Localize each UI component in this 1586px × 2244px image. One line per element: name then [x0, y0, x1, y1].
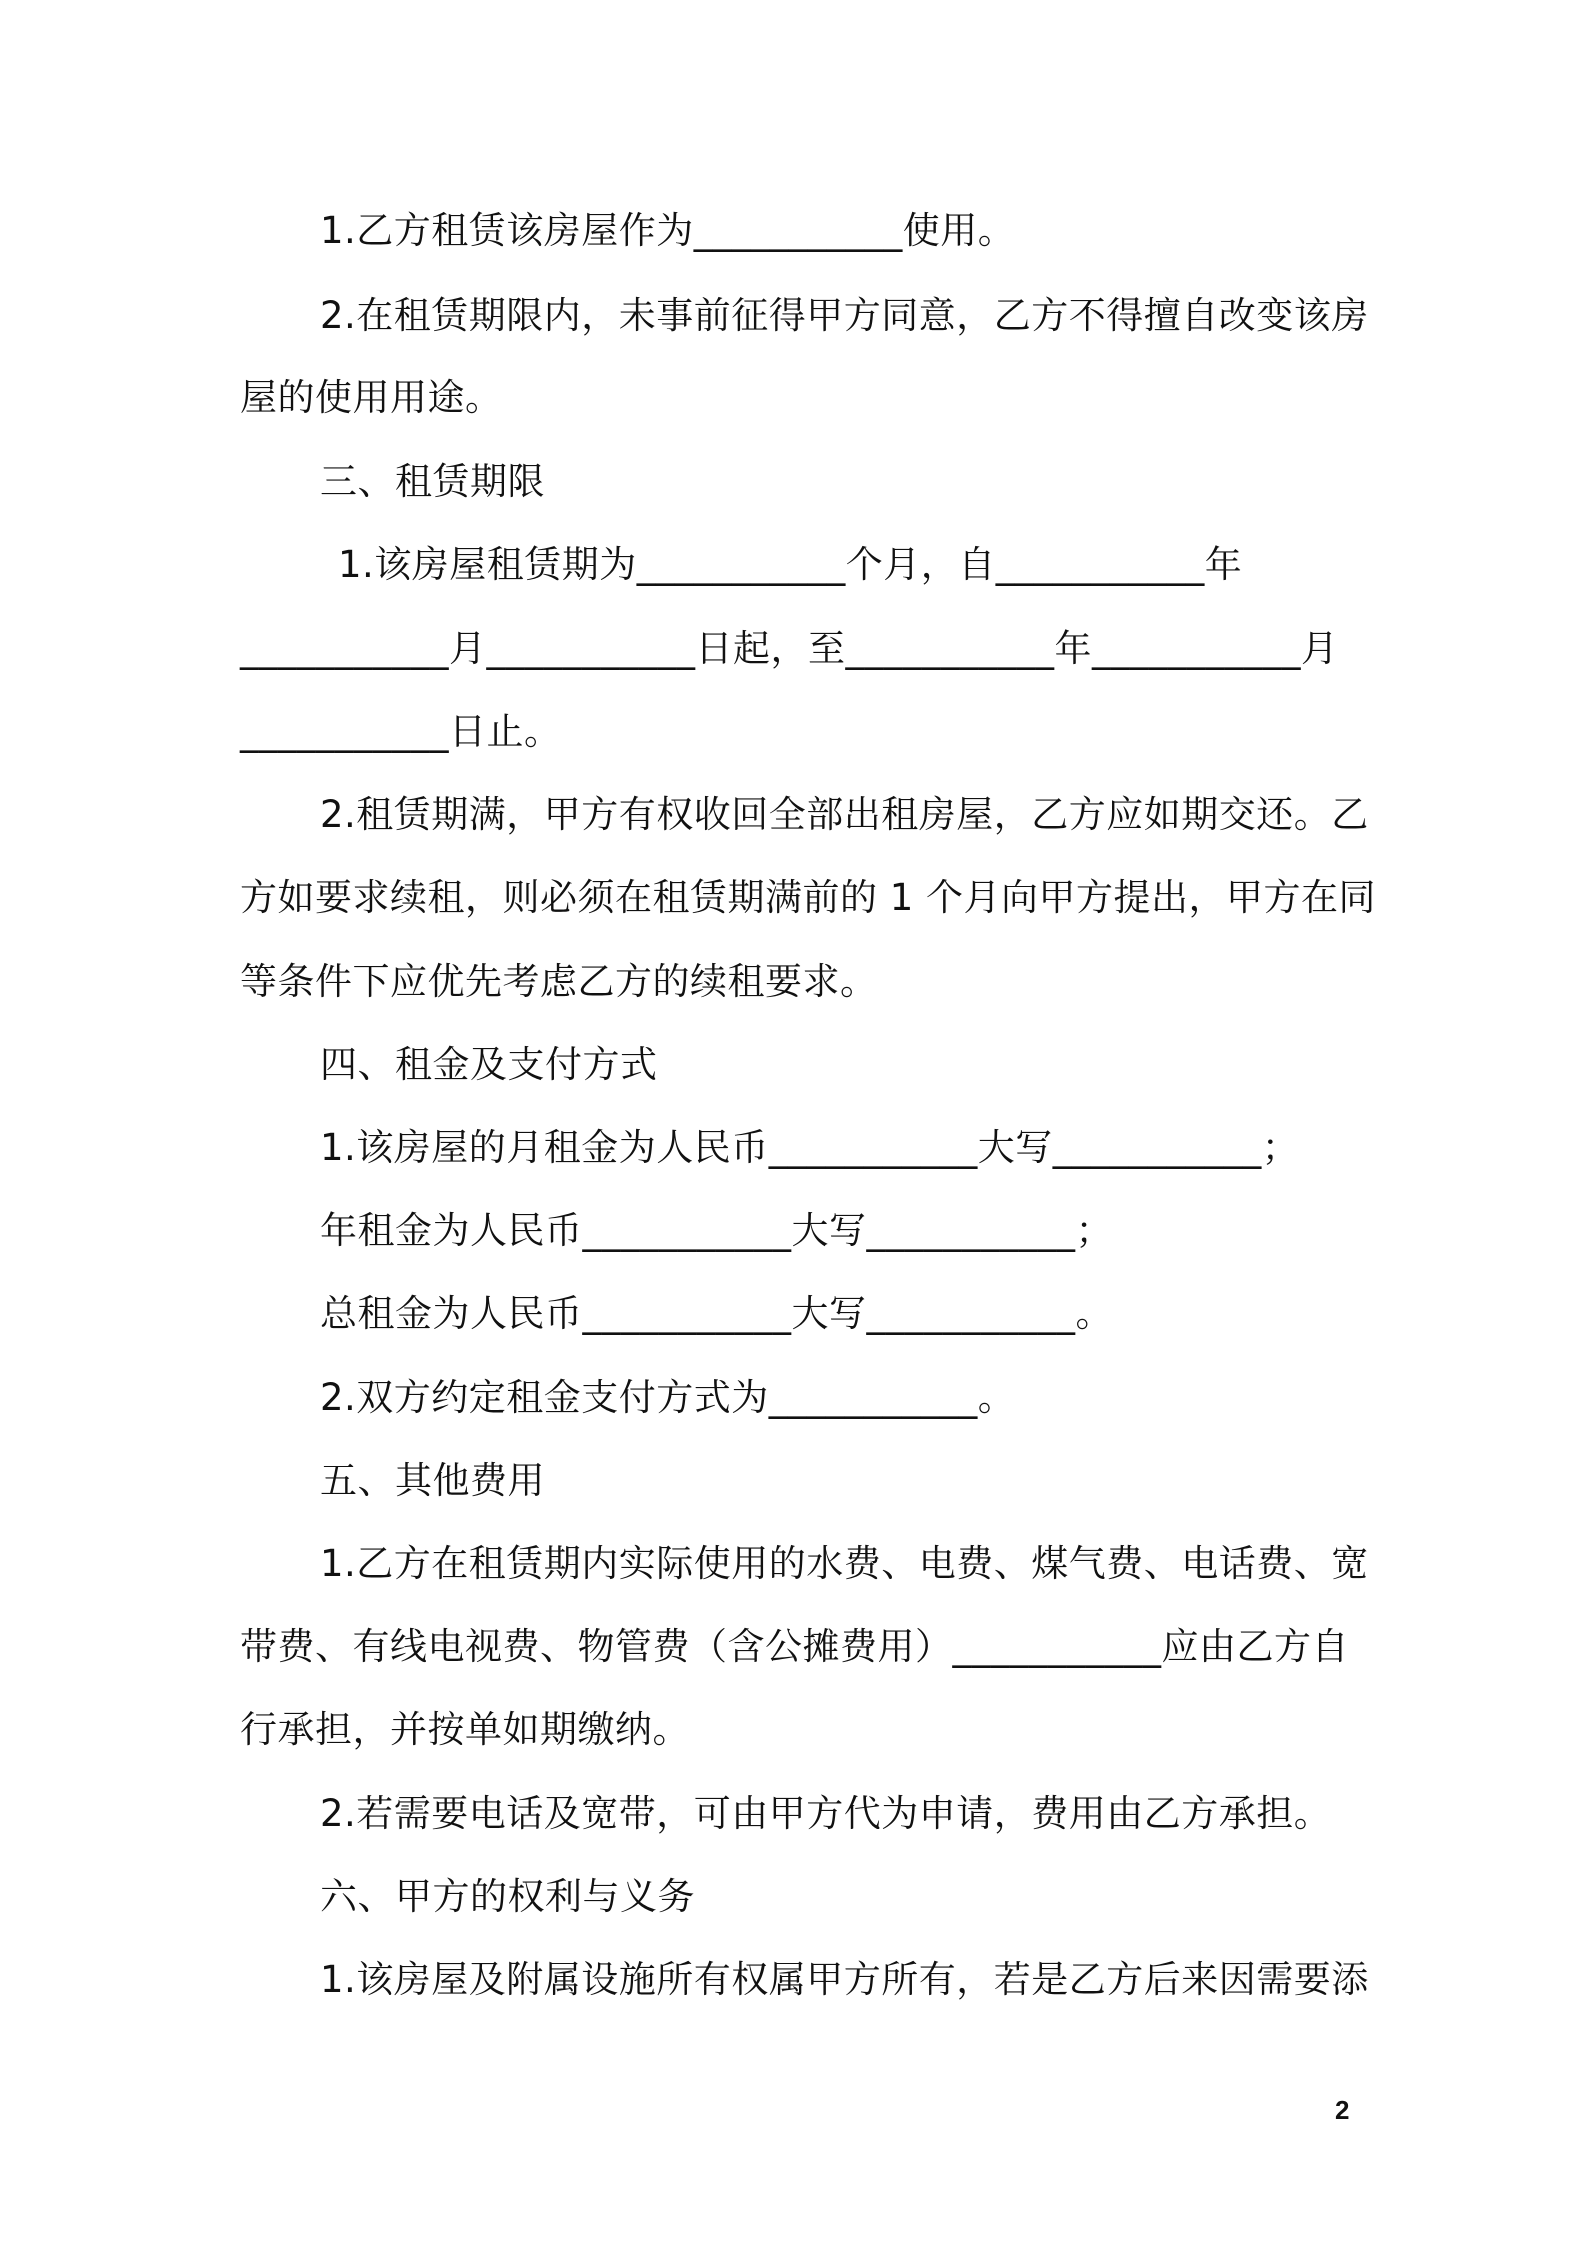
clause-ownership: 1.该房屋及附属设施所有权属甲方所有，若是乙方后来因需要添 — [320, 1958, 1369, 2001]
clause-utility-fees: 1.乙方在租赁期内实际使用的水费、电费、煤气费、电话费、宽 — [320, 1542, 1369, 1585]
section-heading-other-fees: 五、其他费用 — [320, 1459, 545, 1502]
clause-lease-period-cont: ___________月___________日起，至___________年___________月 — [240, 627, 1339, 670]
clause-total-rent: 总租金为人民币___________大写___________。 — [320, 1292, 1113, 1335]
clause-lease-period: 1.该房屋租赁期为___________个月，自___________年 — [338, 543, 1243, 586]
clause-lease-period-end: ___________日止。 — [240, 710, 562, 753]
clause-usage-purpose: 1.乙方租赁该房屋作为___________使用。 — [320, 209, 1016, 252]
clause-utility-fees-cont: 带费、有线电视费、物管费（含公摊费用）___________应由乙方自 — [240, 1625, 1349, 1668]
clause-usage-restriction-cont: 屋的使用用途。 — [240, 376, 503, 419]
clause-utility-fees-end: 行承担，并按单如期缴纳。 — [240, 1708, 690, 1751]
section-heading-rent-payment: 四、租金及支付方式 — [320, 1043, 658, 1086]
clause-annual-rent: 年租金为人民币___________大写___________； — [320, 1209, 1113, 1252]
clause-lease-expiry-cont: 方如要求续租，则必须在租赁期满前的 1 个月向甲方提出，甲方在同 — [240, 876, 1377, 919]
clause-phone-broadband: 2.若需要电话及宽带，可由甲方代为申请，费用由乙方承担。 — [320, 1792, 1332, 1835]
clause-payment-method: 2.双方约定租金支付方式为___________。 — [320, 1376, 1016, 1419]
section-heading-lessor-rights: 六、甲方的权利与义务 — [320, 1875, 695, 1918]
clause-usage-restriction: 2.在租赁期限内，未事前征得甲方同意，乙方不得擅自改变该房 — [320, 294, 1369, 337]
clause-lease-expiry: 2.租赁期满，甲方有权收回全部出租房屋，乙方应如期交还。乙 — [320, 793, 1369, 836]
clause-lease-expiry-end: 等条件下应优先考虑乙方的续租要求。 — [240, 960, 878, 1003]
clause-monthly-rent: 1.该房屋的月租金为人民币___________大写___________； — [320, 1126, 1300, 1169]
section-heading-lease-term: 三、租赁期限 — [320, 460, 545, 503]
page-number: 2 — [1335, 2095, 1350, 2125]
